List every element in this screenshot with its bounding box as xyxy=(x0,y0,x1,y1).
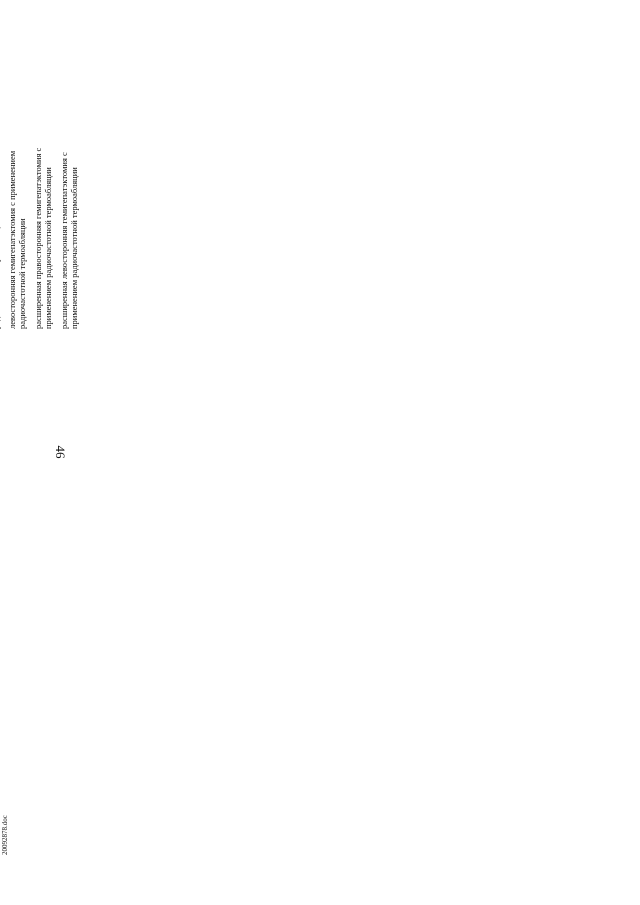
table-row xyxy=(0,32,88,872)
method-item: расширенная левосторонняя гемигепатэктомия с применением радиочастотной термоабляции xyxy=(59,152,79,329)
row-methods xyxy=(0,112,88,332)
rotated-table-sheet xyxy=(0,32,320,872)
row-code xyxy=(0,582,88,702)
vmp-table xyxy=(0,32,88,872)
method-item: левосторонняя гемигепатэктомия с применением радиочастотной термоабляции xyxy=(7,150,27,329)
method-item: расширенная правосторонняя гемигепатэктомия с применением радиочастотной термоабляции xyxy=(33,147,53,329)
row-model xyxy=(0,432,88,582)
document-filename: 20092878.doc xyxy=(1,815,9,855)
row-kind xyxy=(0,332,88,432)
method-item xyxy=(0,115,1,329)
page-number: 46 xyxy=(53,445,68,459)
